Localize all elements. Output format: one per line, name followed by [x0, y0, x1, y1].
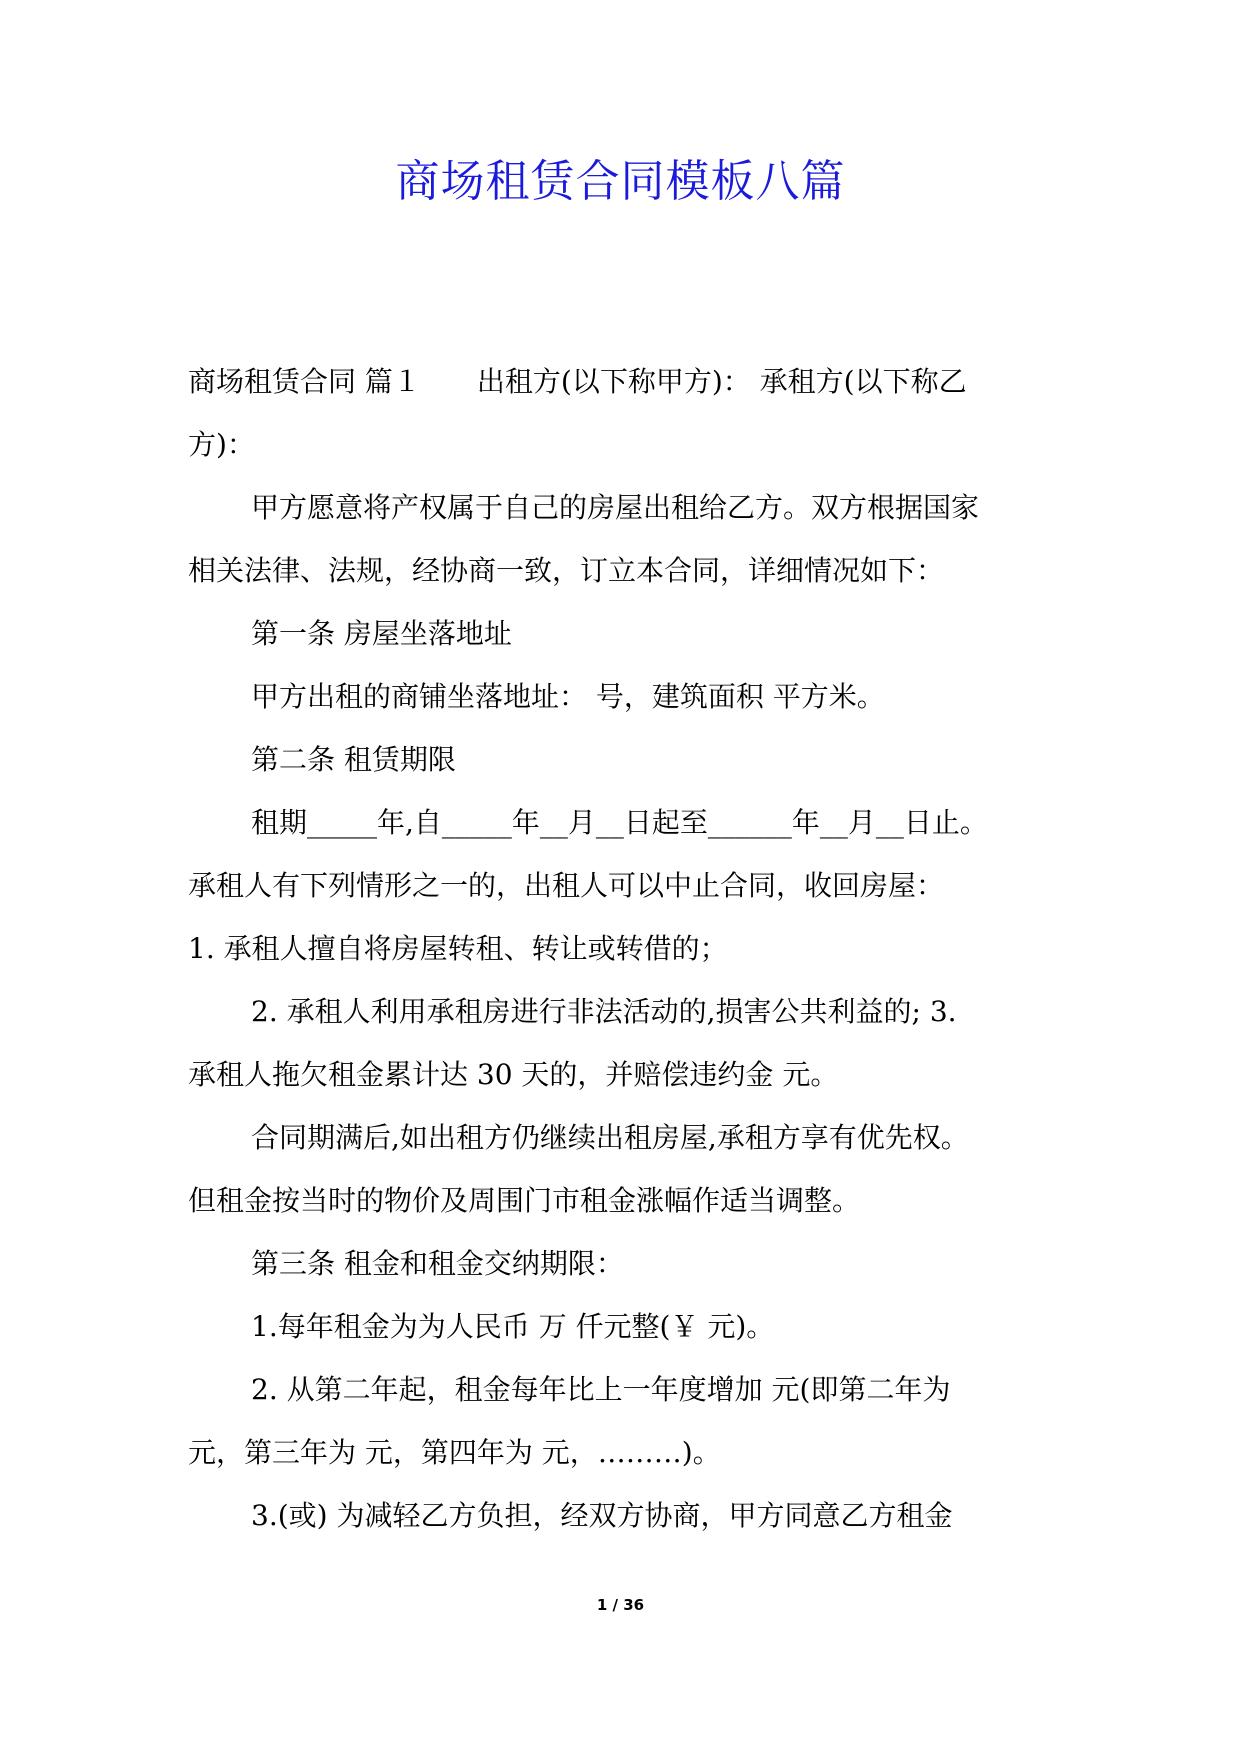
paragraph-line: 承租人拖欠租金累计达 30 天的，并赔偿违约金 元。 — [188, 1058, 839, 1091]
paragraph-line: 但租金按当时的物价及周围门市租金涨幅作适当调整。 — [188, 1184, 861, 1217]
document-title: 商场租赁合同模板八篇 — [395, 156, 846, 207]
paragraph-line: 租期_____年,自_____年__月__日起至______年__月__日止。 — [251, 806, 988, 839]
section-heading: 商场租赁合同 篇１ — [188, 365, 421, 398]
paragraph-line: 相关法律、法规，经协商一致，订立本合同，详细情况如下： — [188, 554, 945, 587]
paragraph-line: 2. 从第二年起，租金每年比上一年度增加 元(即第二年为 — [251, 1373, 951, 1406]
paragraph-line: 2. 承租人利用承租房进行非法活动的,损害公共利益的; 3. — [251, 995, 957, 1028]
paragraph-line — [188, 350, 1058, 413]
article-heading: 第三条 租金和租金交纳期限： — [251, 1247, 624, 1280]
article-heading: 第二条 租赁期限 — [251, 743, 456, 776]
paragraph-line: 甲方出租的商铺坐落地址： 号，建筑面积 平方米。 — [251, 680, 885, 713]
document-body — [188, 350, 1058, 1547]
paragraph-line: 甲方愿意将产权属于自己的房屋出租给乙方。双方根据国家 — [251, 491, 980, 524]
paragraph-line: 1.每年租金为为人民币 万 仟元整(￥ 元)。 — [251, 1310, 775, 1343]
page-number: 1 / 36 — [596, 1596, 645, 1614]
paragraph-line: 方)： — [188, 428, 255, 461]
party-info: 出租方(以下称甲方)： 承租方(以下称乙 — [476, 365, 967, 398]
paragraph-line: 3.(或) 为减轻乙方负担，经双方协商，甲方同意乙方租金 — [251, 1499, 953, 1532]
paragraph-line: 合同期满后,如出租方仍继续出租房屋,承租方享有优先权。 — [251, 1121, 969, 1154]
paragraph-line: 承租人有下列情形之一的，出租人可以中止合同，收回房屋： — [188, 869, 945, 902]
paragraph-line: 元，第三年为 元，第四年为 元，………)。 — [188, 1436, 721, 1469]
article-heading: 第一条 房屋坐落地址 — [251, 617, 512, 650]
paragraph-line: 1. 承租人擅自将房屋转租、转让或转借的； — [188, 932, 728, 965]
